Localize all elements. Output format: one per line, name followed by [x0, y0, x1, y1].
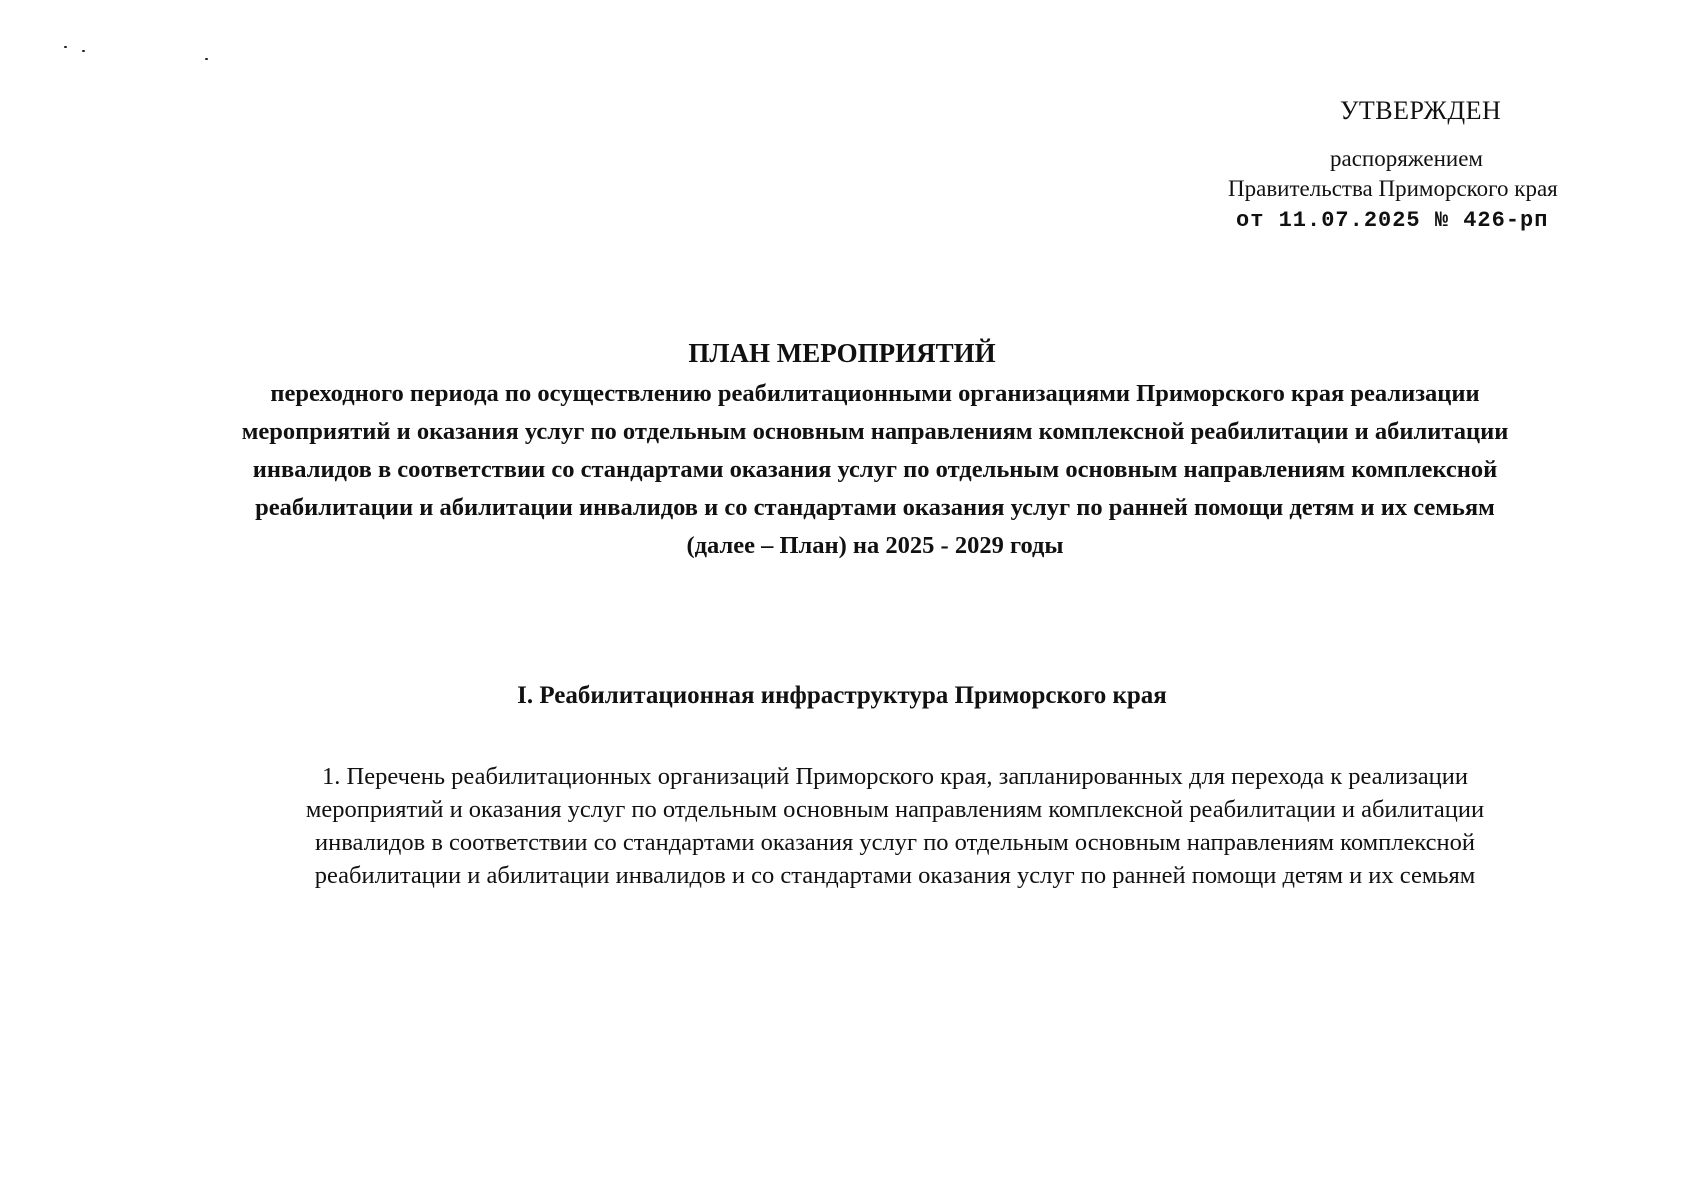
- plan-subtitle-line: (далее – План) на 2025 - 2029 годы: [686, 532, 1064, 559]
- plan-subtitle-line: мероприятий и оказания услуг по отдельным основным направлениям комплексной реабилитации и абилитации: [241, 418, 1509, 445]
- approval-date-number-stamp: от 11.07.2025 № 426-рп: [1236, 208, 1549, 233]
- scan-artifact: [82, 50, 85, 52]
- plan-subtitle-line: переходного периода по осуществлению реабилитационными организациями Приморского края реализации: [270, 380, 1480, 407]
- plan-title: ПЛАН МЕРОПРИЯТИЙ: [688, 338, 996, 368]
- section-item-paragraph: [160, 760, 1630, 892]
- section-heading: I. Реабилитационная инфраструктура Приморского края: [517, 682, 1167, 709]
- approval-title: УТВЕРЖДЕН: [1340, 96, 1502, 125]
- scan-artifact: [64, 46, 67, 48]
- approval-line-government: Правительства Приморского края: [1228, 176, 1558, 201]
- paragraph-line: мероприятий и оказания услуг по отдельным основным направлениям комплексной реабилитации и абилитации: [305, 796, 1485, 823]
- plan-subtitle-line: реабилитации и абилитации инвалидов и со стандартами оказания услуг по ранней помощи детям и их семьям: [255, 494, 1495, 521]
- paragraph-line: инвалидов в соответствии со стандартами оказания услуг по отдельным основным направлениям комплексной: [315, 829, 1475, 856]
- approval-line-order: распоряжением: [1330, 146, 1483, 171]
- plan-subtitle: [120, 375, 1630, 565]
- paragraph-line: 1. Перечень реабилитационных организаций Приморского края, запланированных для перехода к реализации: [322, 763, 1468, 790]
- plan-subtitle-line: инвалидов в соответствии со стандартами оказания услуг по отдельным основным направлениям комплексной: [252, 456, 1498, 483]
- paragraph-line: реабилитации и абилитации инвалидов и со стандартами оказания услуг по ранней помощи детям и их семьям: [314, 862, 1476, 889]
- scan-artifact: [205, 58, 208, 60]
